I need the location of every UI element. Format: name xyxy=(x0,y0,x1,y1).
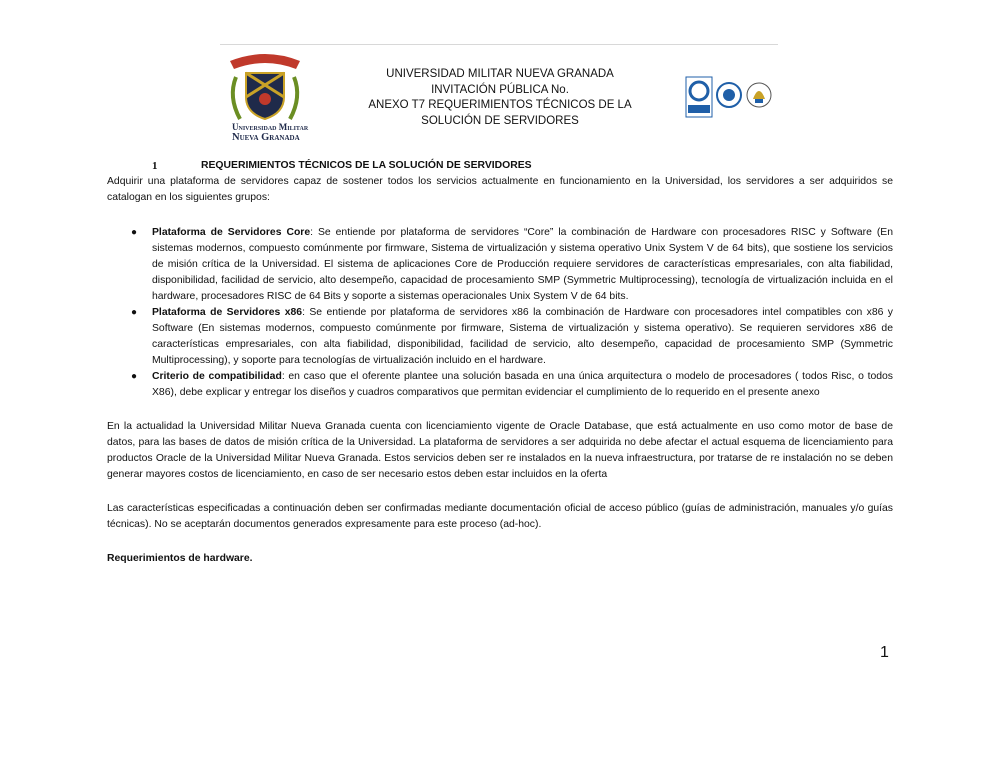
intro-paragraph: Adquirir una plataforma de servidores capaz de sostener todos los servicios actualmente en funcionamiento en la Universidad, los servidores a ser adquiridos se catalogan en los siguientes grupos: xyxy=(107,176,893,203)
certifications-logos xyxy=(685,75,777,121)
header-title-line-2: INVITACIÓN PÚBLICA No. xyxy=(431,83,569,96)
documentation-paragraph: Las características especificadas a continuación deben ser confirmadas mediante documentación oficial de acceso público (guías de administración, manuales y/o guías técnicas). No se aceptarán documentos generados expresamente para este proceso (ad-hoc). xyxy=(107,503,893,530)
hardware-requirements-heading: Requerimientos de hardware. xyxy=(107,553,253,564)
iqnet-certificate-icon xyxy=(717,83,741,107)
section-title: REQUERIMIENTOS TÉCNICOS DE LA SOLUCIÓN DE SERVIDORES xyxy=(201,160,532,171)
header-title xyxy=(330,67,670,129)
icontec-certificate-icon xyxy=(686,77,712,117)
page-number: 1 xyxy=(880,644,889,661)
logo-text-line-2: Nueva Granada xyxy=(232,132,300,143)
header-title-line-1: UNIVERSIDAD MILITAR NUEVA GRANADA xyxy=(386,68,614,80)
header-title-line-4: SOLUCIÓN DE SERVIDORES xyxy=(421,114,579,127)
list-item xyxy=(107,369,893,401)
document-header xyxy=(220,44,778,143)
list-item-term: Plataforma de Servidores Core xyxy=(152,227,311,238)
list-item xyxy=(107,225,893,305)
document-body xyxy=(107,158,893,567)
university-logo-text xyxy=(232,123,312,143)
bullet-icon: ● xyxy=(131,227,138,238)
logo-text-line-1: Universidad Militar xyxy=(232,122,309,132)
list-item xyxy=(107,305,893,369)
platform-list xyxy=(107,225,893,401)
list-item-term: Criterio de compatibilidad xyxy=(152,371,282,382)
acreditacion-icon xyxy=(747,83,771,107)
bullet-icon: ● xyxy=(131,307,138,318)
bullet-icon: ● xyxy=(131,371,138,382)
section-number: 1 xyxy=(152,160,158,172)
list-item-term: Plataforma de Servidores x86 xyxy=(152,307,303,318)
licensing-paragraph: En la actualidad la Universidad Militar Nueva Granada cuenta con licenciamiento vigente de Oracle Database, que está actualmente en uso como motor de base de datos, para las bases de datos de misión crítica de la Universidad. La plataforma de servidores a ser adquirida no debe afectar el actual esquema de licenciamiento para productos Oracle de la Universidad Militar Nueva Granada. Estos servicios deben ser re instalados en la nueva infraestructura, por tratarse de re instalación no se deben generar mayores costos de licenciamiento, en caso de ser necesario estos deben estar incluidos en la oferta xyxy=(107,421,893,480)
list-item-text: : Se entiende por plataforma de servidores “Core” la combinación de Hardware con procesadores RISC y Software (En sistemas modernos, compuesto comúnmente por firmware, Sistema de virtualización y sistema operativo Unix System V de 64 bits), que sostiene los servicios de misión crítica de la Universidad. El sistema de aplicaciones Core de Producción requiere servidores de características empresariales, con alta fiabilidad, disponibilidad, facilidad de servicio, alto desempeño, capacidad de procesamiento SMP (Symmetric Multiprocessing), tecnología de virtualización incluida en el hardware, procesadores RISC de 64 Bits y soporte a sistemas operacionales Unix System V de 64 bits. xyxy=(152,227,893,302)
header-title-line-3: ANEXO T7 REQUERIMIENTOS TÉCNICOS DE LA xyxy=(368,99,632,111)
section-heading xyxy=(107,158,893,174)
list-item-text: : en caso que el oferente plantee una solución basada en una única arquitectura o modelo de procesadores ( todos Risc, o todos X86), debe explicar y entregar los diseños y cuadros comparativos que permitan evidenciar el cumplimiento de lo requerido en el presente anexo xyxy=(152,371,893,398)
list-item-text: : Se entiende por plataforma de servidores x86 la combinación de Hardware con procesadores intel compatibles con x86 y Software (En sistemas modernos, compuesto comúnmente por firmware, Sistema de virtualización y sistema operativo). Se requieren servidores x86 de características empresariales, con alta fiabilidad, disponibilidad, facilidad de servicio, alto desempeño, capacidad de procesamiento SMP (Symmetric Multiprocessing), y soporte para tecnologías de virtualización incluido en el hardware. xyxy=(152,307,893,366)
